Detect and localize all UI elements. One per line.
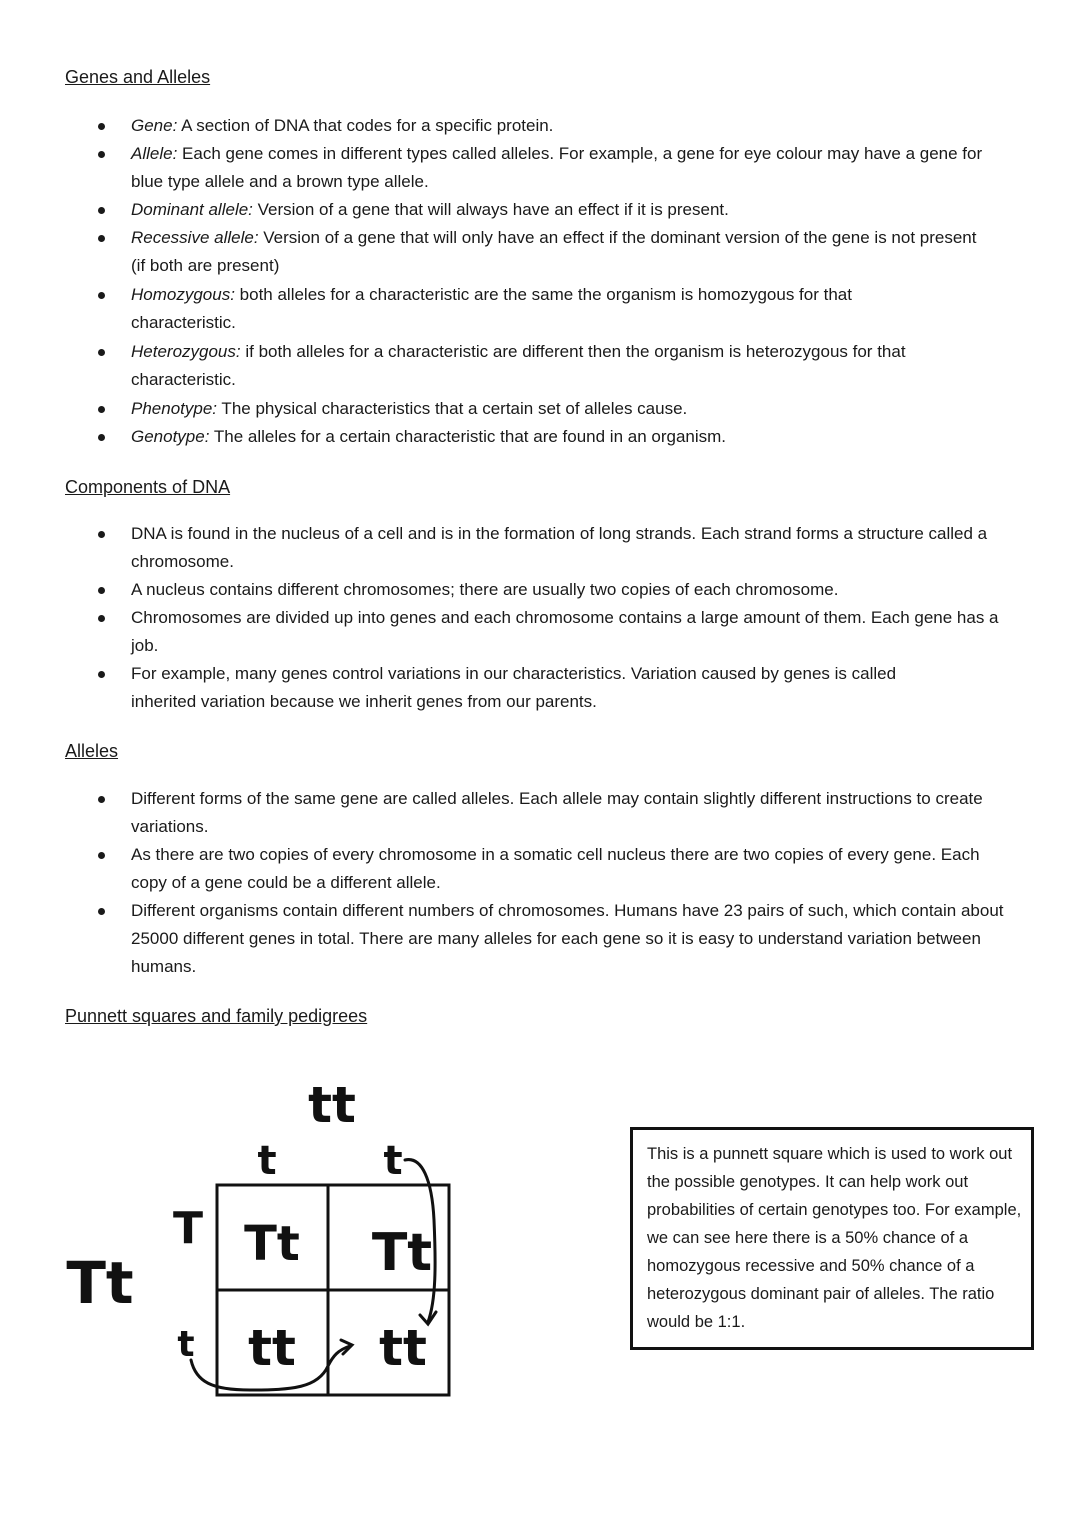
alleles-list <box>0 785 1040 981</box>
definition: The physical characteristics that a certain set of alleles cause. <box>217 399 688 418</box>
list-item <box>0 224 981 280</box>
col-allele-1: t <box>257 1138 277 1184</box>
list-item: Chromosomes are divided up into genes and each chromosome contains a large amount of them. Each gene has a job. <box>0 604 1011 660</box>
list-item: As there are two copies of every chromosome in a somatic cell nucleus there are two copies of every gene. Each copy of a gene could be a different allele. <box>0 841 1001 897</box>
list-item: Different forms of the same gene are called alleles. Each allele may contain slightly different instructions to create variations. <box>0 785 1001 841</box>
parent-top-label: tt <box>308 1076 356 1134</box>
list-item <box>0 196 1031 224</box>
definition: Version of a gene that will only have an effect if the dominant version of the gene is not present (if both are present) <box>131 228 977 275</box>
heading-punnett-squares: Punnett squares and family pedigrees <box>65 1006 368 1026</box>
list-item <box>0 281 921 337</box>
punnett-caption-box <box>630 1127 1034 1350</box>
row-allele-1: T <box>172 1203 204 1254</box>
list-item <box>0 140 1011 196</box>
list-item: DNA is found in the nucleus of a cell and is in the formation of long strands. Each strand forms a structure called a chromosome. <box>0 520 991 576</box>
list-item <box>0 395 1031 423</box>
list-item <box>0 423 1031 451</box>
definition: The alleles for a certain characteristic that are found in an organism. <box>209 427 727 446</box>
list-item: A nucleus contains different chromosomes; there are usually two copies of each chromosome. <box>0 576 1031 604</box>
heading-genes-and-alleles: Genes and Alleles <box>65 67 211 87</box>
definition: Each gene comes in different types called alleles. For example, a gene for eye colour may have a gene for blue type allele and a brown type allele. <box>131 144 983 191</box>
row-allele-2: t <box>177 1324 195 1365</box>
genes-alleles-list <box>0 112 1040 451</box>
list-item: For example, many genes control variations in our characteristics. Variation caused by genes is called inherited variation because we inherit genes from our parents. <box>0 660 961 716</box>
definition: if both alleles for a characteristic are different then the organism is heterozygous for that characteristic. <box>131 342 906 389</box>
term: Phenotype: <box>131 399 218 418</box>
cell-bottom-left: tt <box>248 1319 296 1377</box>
definition: both alleles for a characteristic are the same the organism is homozygous for that characteristic. <box>131 285 852 332</box>
list-item <box>0 112 1031 140</box>
components-dna-list <box>0 520 1040 716</box>
heading-components-of-dna: Components of DNA <box>65 477 231 497</box>
term: Heterozygous: <box>131 342 241 361</box>
list-item: Different organisms contain different numbers of chromosomes. Humans have 23 pairs of such, which contain about 25000 different genes in total. There are many alleles for each gene so it is easy to understand variation between humans. <box>0 897 1016 981</box>
cell-bottom-right: tt <box>379 1319 427 1377</box>
term: Gene: <box>131 116 178 135</box>
term: Dominant allele: <box>131 200 253 219</box>
term: Recessive allele: <box>131 228 259 247</box>
list-item <box>0 338 981 394</box>
term: Genotype: <box>131 427 210 446</box>
parent-left-label: Tt <box>66 1249 134 1317</box>
term: Allele: <box>131 144 178 163</box>
term: Homozygous: <box>131 285 235 304</box>
definition: Version of a gene that will always have an effect if it is present. <box>252 200 729 219</box>
caption-text: This is a punnett square which is used to work out the possible genotypes. It can help work out probabilities of certain genotypes too. For example, we can see here there is a 50% chance of a homozygous recessive and 50% chance of a heterozygous dominant pair of alleles. The ratio would be 1:1. <box>647 1145 1022 1331</box>
col-allele-2: t <box>383 1138 403 1184</box>
definition: A section of DNA that codes for a specific protein. <box>177 116 554 135</box>
heading-alleles: Alleles <box>65 741 119 761</box>
punnett-square-diagram <box>60 1060 480 1410</box>
cell-top-left: Tt <box>244 1216 300 1272</box>
cell-top-right: Tt <box>371 1223 433 1283</box>
